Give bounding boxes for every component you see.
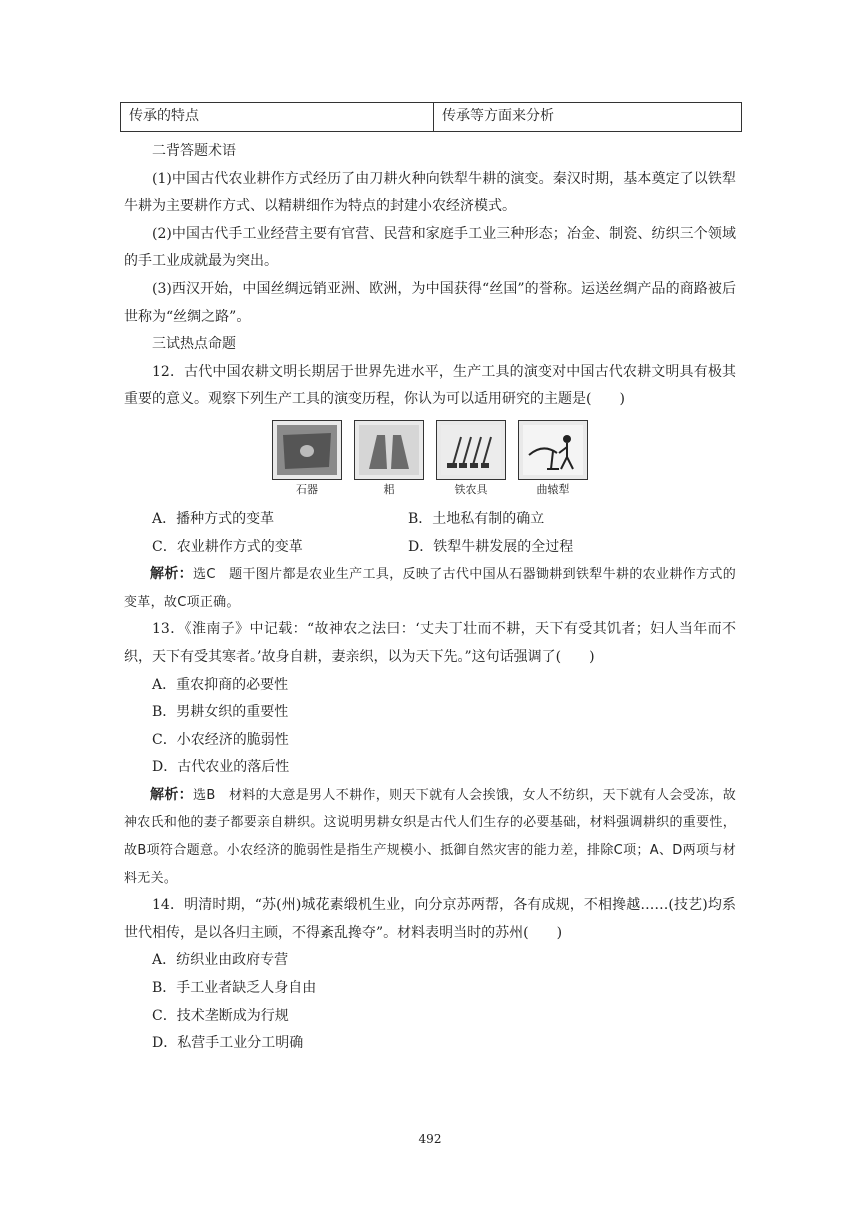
- term-paragraph: (1)中国古代农业耕作方式经历了由刀耕火种向铁犁牛耕的演变。秦汉时期，基本奠定了以铁犁牛耕为主要耕作方式、以精耕细作为特点的封建小农经济模式。: [124, 170, 736, 215]
- curved-plow-image: [518, 420, 588, 480]
- option-b: B．男耕女织的重要性: [152, 704, 289, 721]
- question-stem: 12．古代中国农耕文明长期居于世界先进水平，生产工具的演变对中国古代农耕文明具有极其重要的意义。观察下列生产工具的演变历程，你认为可以适用研究的主题是( ): [124, 363, 736, 408]
- option-d: D．古代农业的落后性: [152, 759, 290, 776]
- table-row: [121, 103, 742, 132]
- option-c: C．技术垄断成为行规: [152, 1007, 289, 1024]
- page-number: 492: [418, 1132, 442, 1146]
- tool-figures: [124, 420, 736, 498]
- question-stem: 14．明清时期，“苏(州)城花素缎机生业，向分京苏两帮，各有成规，不相搀越……(技艺)均系世代相传，是以各归主顾，不得紊乱搀夺”。材料表明当时的苏州( ): [124, 897, 736, 941]
- iron-tools-image: [436, 420, 506, 480]
- option-a: A．播种方式的变革: [152, 510, 275, 527]
- table-cell: 传承的特点: [121, 103, 434, 132]
- option-a: A．纺织业由政府专营: [152, 952, 289, 969]
- analysis: [124, 561, 736, 616]
- section-title: 二背答题术语: [152, 143, 236, 159]
- figure-caption: 耜: [383, 482, 395, 496]
- section-title: 三试热点命题: [152, 336, 236, 353]
- option-d: D．私营手工业分工明确: [152, 1035, 304, 1052]
- figure-iron-tools: [436, 420, 506, 498]
- analysis-label: 解析：: [150, 566, 194, 583]
- term-paragraph: (3)西汉开始，中国丝绸远销亚洲、欧洲，为中国获得“丝国”的誉称。运送丝绸产品的商路被后世称为“丝绸之路”。: [124, 280, 736, 325]
- question-stem: 13．《淮南子》中记载：“故神农之法曰：‘丈夫丁壮而不耕，天下有受其饥者；妇人当年而不织，天下有受其寒者。’故身自耕，妻亲织，以为天下先。”这句话强调了( ): [124, 621, 736, 665]
- option-c: C．农业耕作方式的变革: [152, 538, 303, 555]
- figure-caption: 铁农具: [454, 482, 488, 496]
- si-tool-image: [354, 420, 424, 480]
- analysis-label: 解析：: [150, 786, 194, 803]
- figure-si: [354, 420, 424, 498]
- option-d: D．铁犁牛耕发展的全过程: [408, 538, 574, 555]
- option-c: C．小农经济的脆弱性: [152, 731, 289, 748]
- analysis-text: 选B 材料的大意是男人不耕作，则天下就有人会挨饿，女人不纺织，天下就有人会受冻，故神农氏和他的妻子都要亲自耕织。这说明男耕女织是古代人们生存的必要基础，材料强调耕织的重要性，故B项符合题意。小农经济的脆弱性是指生产规模小、抵御自然灾害的能力差，排除C项；A、D两项与材料无关。: [124, 787, 736, 886]
- option-a: A．重农抑商的必要性: [152, 676, 289, 693]
- table-cell: 传承等方面来分析: [434, 103, 742, 132]
- options-row: [124, 506, 736, 534]
- figure-caption: 曲辕犁: [536, 482, 570, 496]
- term-paragraph: (2)中国古代手工业经营主要有官营、民营和家庭手工业三种形态；冶金、制瓷、纺织三个领域的手工业成就最为突出。: [124, 225, 736, 270]
- answer-table: [120, 102, 742, 132]
- figure-curved-plow: [518, 420, 588, 498]
- analysis-text: 选C 题干图片都是农业生产工具，反映了古代中国从石器锄耕到铁犁牛耕的农业耕作方式的变革，故C项正确。: [124, 567, 736, 610]
- option-b: B．手工业者缺乏人身自由: [152, 980, 317, 997]
- options-row: [124, 534, 736, 562]
- option-b: B．土地私有制的确立: [408, 510, 545, 527]
- analysis: [124, 782, 736, 892]
- stone-tool-image: [272, 420, 342, 480]
- main-content: [124, 138, 736, 1058]
- figure-caption: 石器: [296, 482, 318, 496]
- figure-stone-tool: [272, 420, 342, 498]
